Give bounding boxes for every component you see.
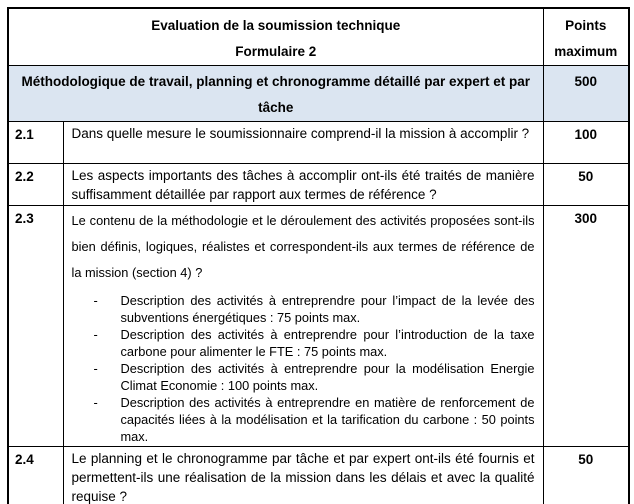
bullet-dash: - [93, 361, 98, 376]
row-2-2-number: 2.2 [8, 164, 63, 206]
header-title-cell [8, 8, 543, 66]
list-item [92, 292, 535, 326]
evaluation-table [7, 7, 630, 504]
bullet-text: Description des activités à entreprendre en matière de renforcement de capacités liées à la modélisation et la tarification du carbone : 50 points max. [120, 395, 535, 444]
table-row-2-1 [8, 122, 629, 164]
row-2-3-number: 2.3 [8, 206, 63, 447]
row-2-3-bullet-list [72, 292, 535, 445]
row-2-2-points: 50 [543, 164, 629, 206]
bullet-text: Description des activités à entreprendre pour l’introduction de la taxe carbone pour alimenter le FTE : 75 points max. [120, 327, 535, 359]
row-2-4-criterion [63, 447, 543, 504]
row-2-1-points: 100 [543, 122, 629, 164]
row-2-1-text: Dans quelle mesure le soumissionnaire comprend-il la mission à accomplir ? [71, 126, 530, 141]
row-2-4-points: 50 [543, 447, 629, 504]
section-row [8, 66, 629, 122]
bullet-dash: - [93, 395, 98, 410]
list-item [92, 360, 535, 394]
row-2-1-number: 2.1 [8, 122, 63, 164]
list-item [92, 394, 535, 445]
header-points-cell [543, 8, 629, 66]
row-2-3-points: 300 [543, 206, 629, 447]
table-row-2-2 [8, 164, 629, 206]
row-2-2-text: Les aspects importants des tâches à accomplir ont-ils été traités de manière suffisamment détaillée par rapport aux termes de référence ? [71, 168, 535, 202]
points-header-line2: maximum [554, 44, 618, 59]
table-header-row [8, 8, 629, 66]
form-title: Evaluation de la soumission technique [151, 18, 401, 33]
row-2-4-number: 2.4 [8, 447, 63, 504]
section-label: Méthodologique de travail, planning et chronogramme détaillé par expert et par tâche [21, 74, 531, 115]
row-2-2-criterion [63, 164, 543, 206]
form-subtitle: Formulaire 2 [235, 44, 317, 59]
row-2-4-text: Le planning et le chronogramme par tâche et par expert ont-ils été fournis et permettent-ils une réalisation de la mission dans les délais et avec la qualité requise ? [71, 451, 535, 504]
table-row-2-3 [8, 206, 629, 447]
row-2-3-text: Le contenu de la méthodologie et le déroulement des activités proposées sont-ils bien définis, logiques, réalistes et correspondent-ils aux termes de référence de la mission (section 4) ? [71, 213, 535, 280]
row-2-1-criterion [63, 122, 543, 164]
section-label-cell [8, 66, 543, 122]
list-item [92, 326, 535, 360]
bullet-text: Description des activités à entreprendre pour la modélisation Energie Climat Economie : 100 points max. [120, 361, 535, 393]
table-row-2-4 [8, 447, 629, 504]
section-points-value: 500 [574, 74, 598, 89]
points-header-line1: Points [565, 18, 607, 33]
bullet-text: Description des activités à entreprendre pour l’impact de la levée des subventions énergétiques : 75 points max. [120, 293, 535, 325]
section-points-cell [543, 66, 629, 122]
bullet-dash: - [93, 327, 98, 342]
row-2-3-criterion [63, 206, 543, 447]
bullet-dash: - [93, 293, 98, 308]
